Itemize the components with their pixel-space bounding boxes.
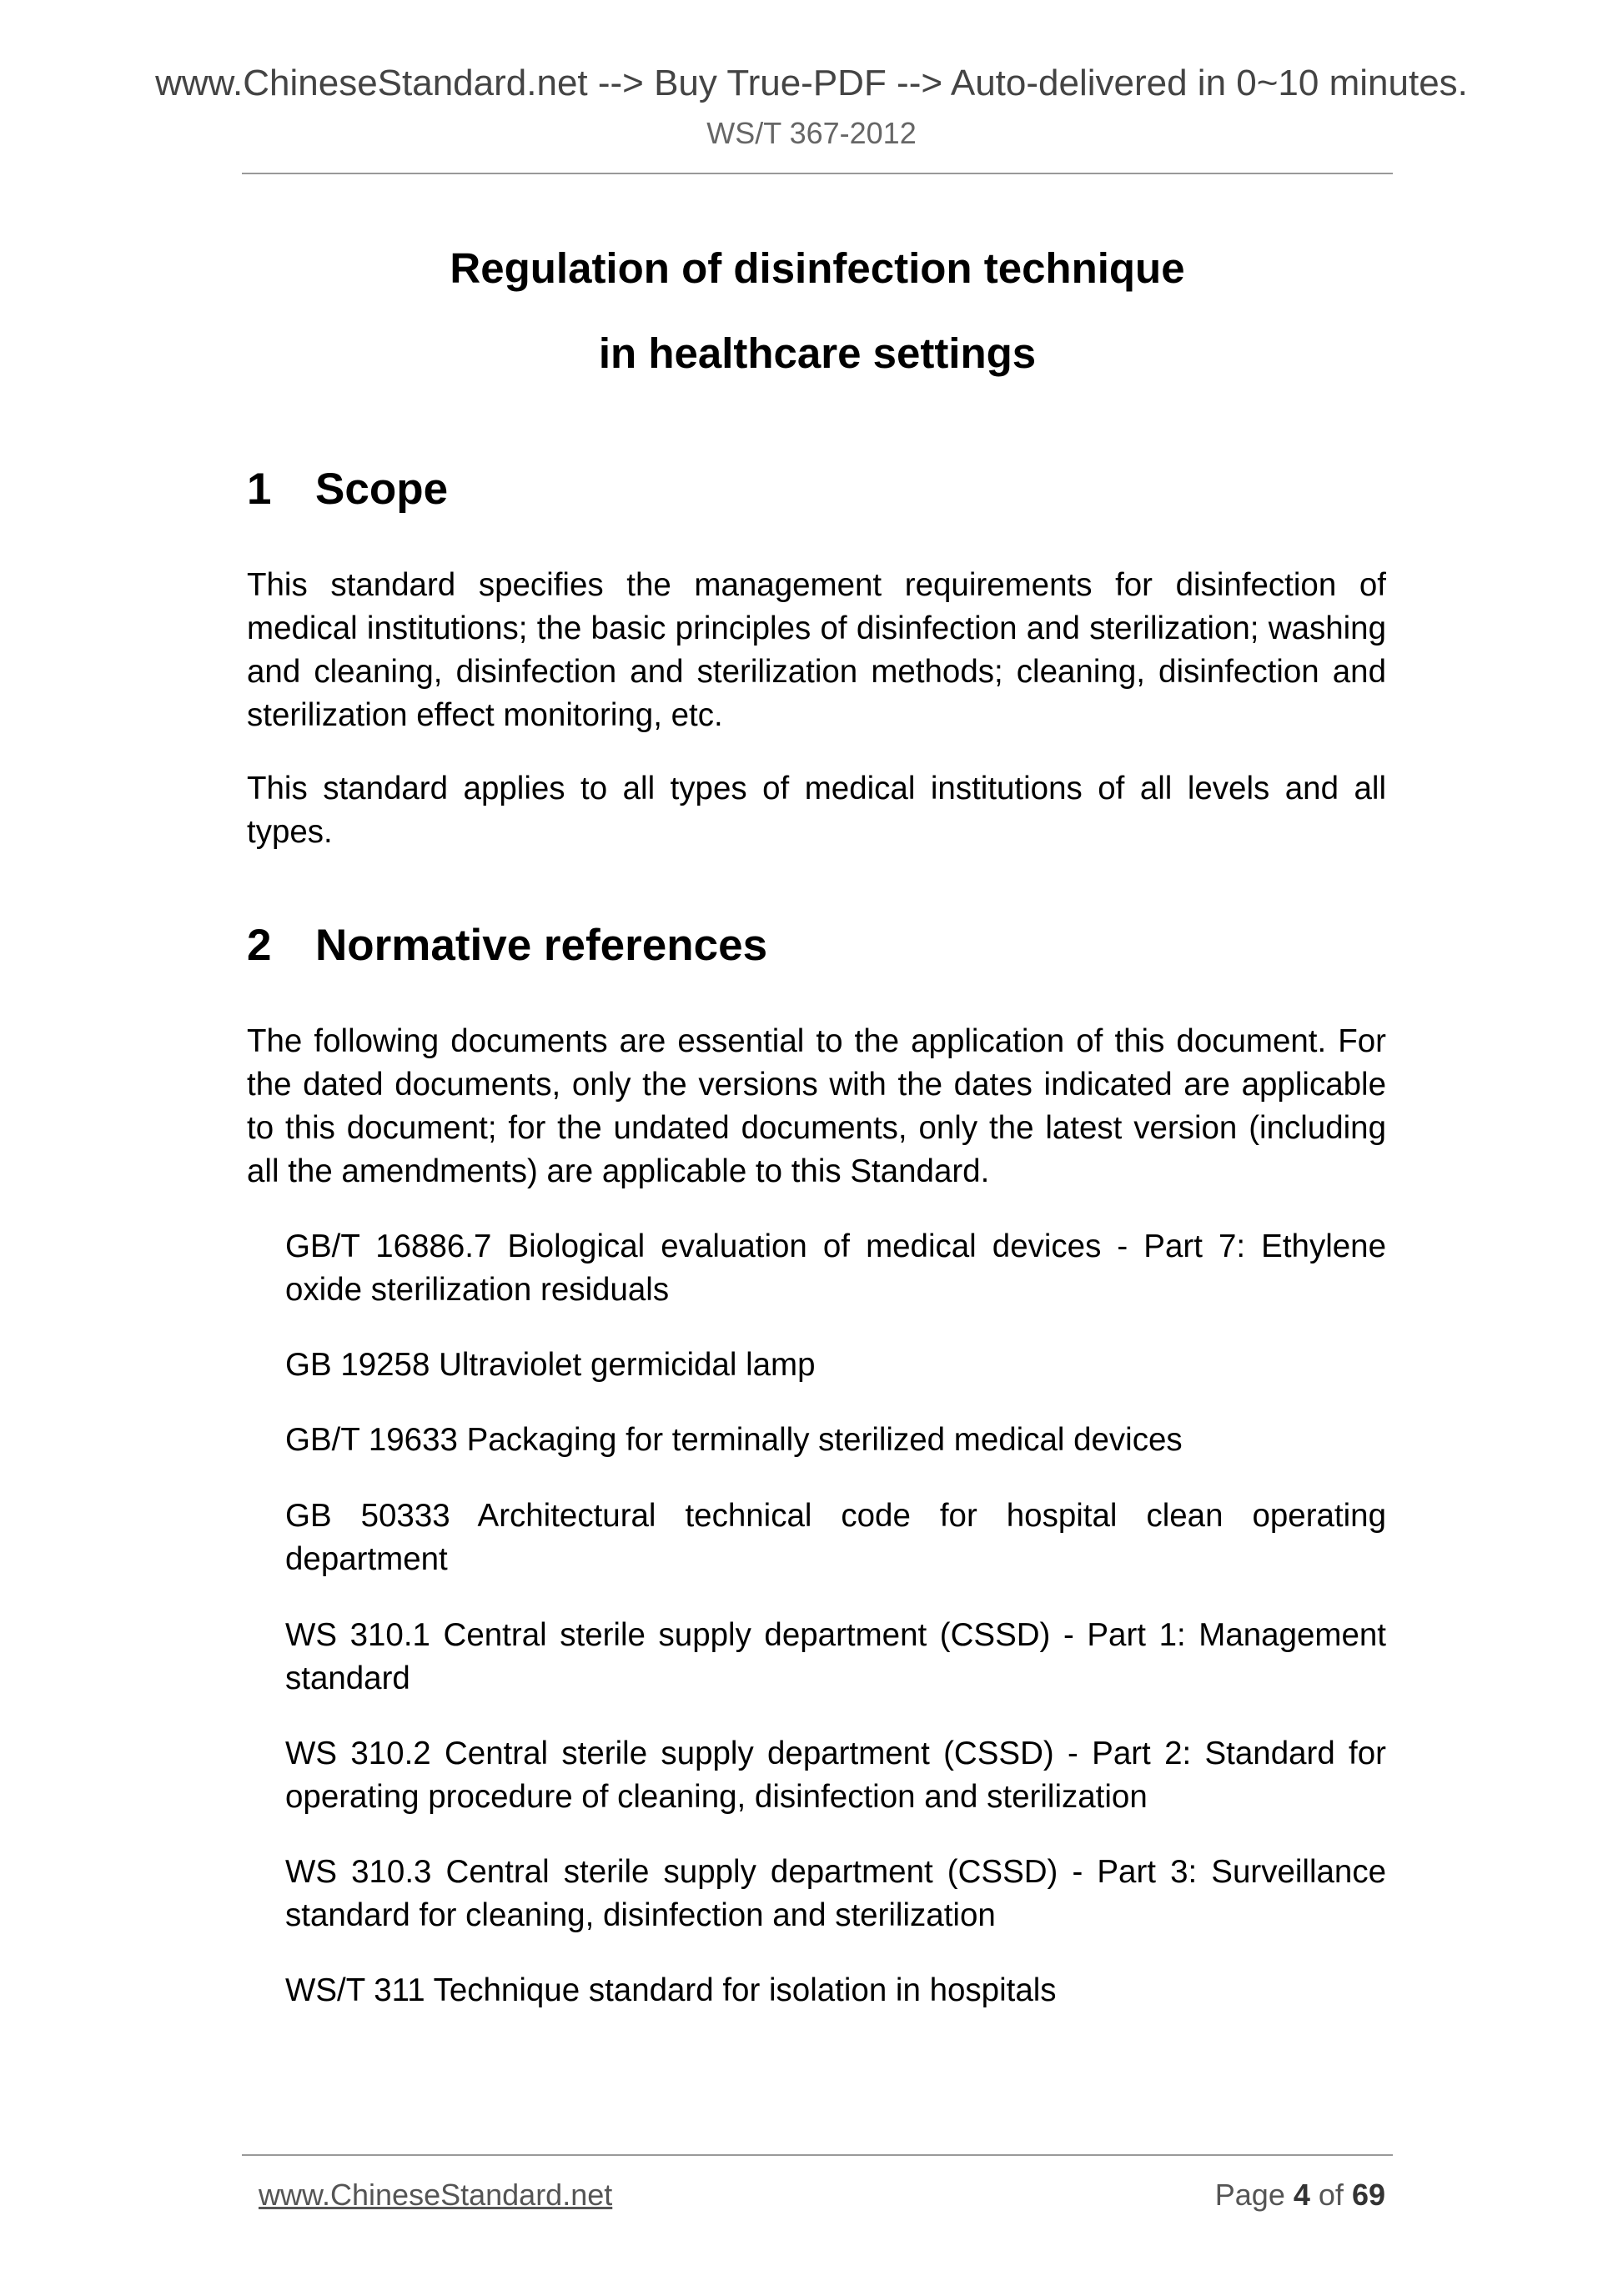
reference-item: WS/T 311 Technique standard for isolation in hospitals xyxy=(285,1972,1057,2008)
reference-item: WS 310.3 Central sterile supply department (CSSD) - Part 3: Surveillance standard for cleaning, disinfection and sterilization xyxy=(285,1854,1386,1933)
page-total: 69 xyxy=(1351,2178,1385,2212)
page-of: of xyxy=(1318,2178,1344,2212)
section-title: Normative references xyxy=(315,921,768,970)
footer-site-link[interactable]: www.ChineseStandard.net xyxy=(259,2178,613,2212)
section-2-heading xyxy=(247,921,768,970)
page-indicator xyxy=(1215,2180,1385,2210)
scope-paragraph-2: This standard applies to all types of medical institutions of all levels and all types. xyxy=(247,771,1386,850)
reference-item: GB 19258 Ultraviolet germicidal lamp xyxy=(285,1347,816,1383)
reference-item: GB/T 19633 Packaging for terminally sterilized medical devices xyxy=(285,1422,1183,1458)
reference-item: GB/T 16886.7 Biological evaluation of medical devices - Part 7: Ethylene oxide sterilization residuals xyxy=(285,1228,1386,1308)
section-1-heading xyxy=(247,465,449,514)
reference-item: GB 50333 Architectural technical code for hospital clean operating department xyxy=(285,1498,1386,1577)
document-title-line-1: Regulation of disinfection technique xyxy=(450,244,1185,292)
document-number: WS/T 367-2012 xyxy=(706,116,917,150)
reference-item: WS 310.1 Central sterile supply department (CSSD) - Part 1: Management standard xyxy=(285,1617,1386,1696)
reference-item: WS 310.2 Central sterile supply department (CSSD) - Part 2: Standard for operating procedure of cleaning, disinfection and sterilization xyxy=(285,1736,1386,1815)
normative-references-intro: The following documents are essential to the application of this document. For the dated documents, only the versions with the dates indicated are applicable to this document; for the undated documents, only the latest version (including all the amendments) are applicable to this Standard. xyxy=(247,1023,1386,1189)
section-title: Scope xyxy=(315,465,449,514)
document-title-line-2: in healthcare settings xyxy=(598,329,1037,377)
section-number: 1 xyxy=(247,465,272,514)
scope-paragraph-1: This standard specifies the management requirements for disinfection of medical institutions; the basic principles of disinfection and sterilization; washing and cleaning, disinfection and sterilization methods; cleaning, disinfection and sterilization effect monitoring, etc. xyxy=(247,567,1386,733)
section-number: 2 xyxy=(247,921,272,970)
footer-divider xyxy=(242,2154,1393,2156)
page-prefix: Page xyxy=(1214,2178,1285,2212)
header-banner: www.ChineseStandard.net --> Buy True-PDF --> Auto-delivered in 0~10 minutes. xyxy=(155,63,1468,103)
page-current: 4 xyxy=(1293,2178,1310,2212)
header-divider xyxy=(242,173,1393,174)
